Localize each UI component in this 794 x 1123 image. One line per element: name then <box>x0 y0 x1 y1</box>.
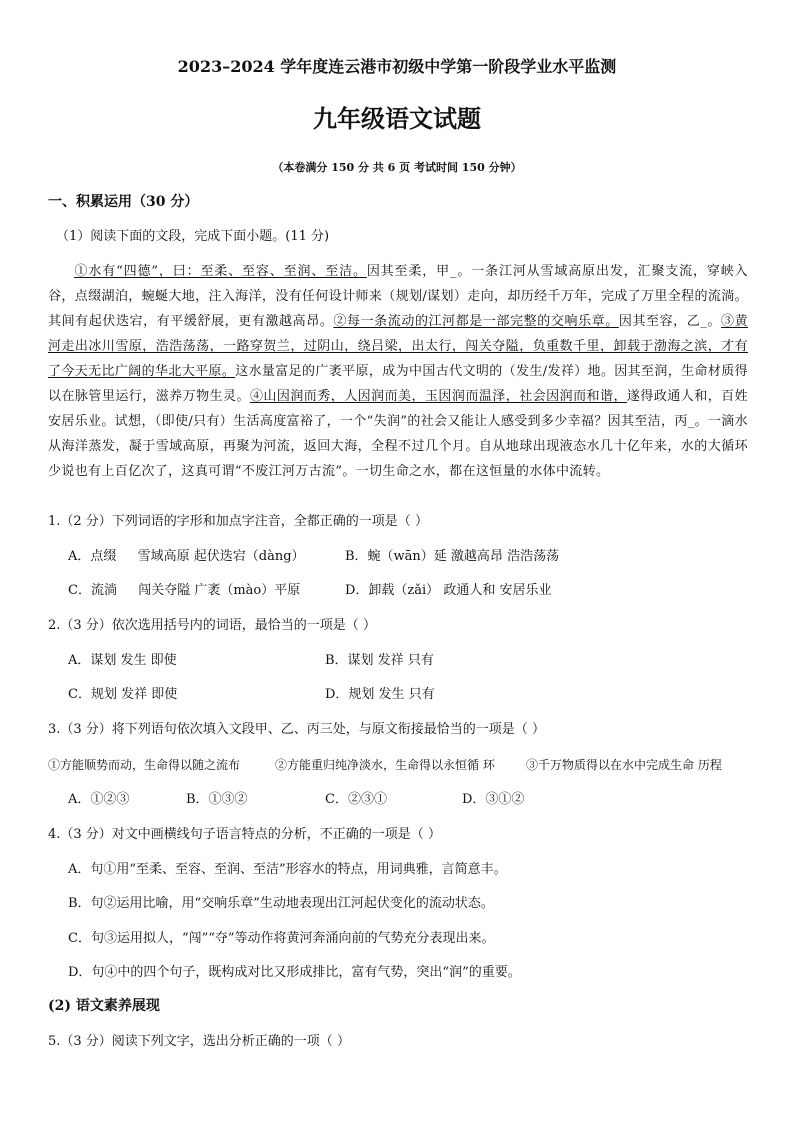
question-2-stem: 2.（3 分）依次选用括号内的词语，最恰当的一项是（ ） <box>48 618 376 633</box>
question-3-option-b[interactable]: B．①③② <box>186 792 248 807</box>
question-1-option-d[interactable]: D．卸载（zǎi） 政通人和 安居乐业 <box>345 583 552 598</box>
question-2-option-c[interactable]: C．规划 发祥 即使 <box>68 687 178 702</box>
question-1-option-c[interactable]: C．流淌 闯关夺隘 广袤（mào）平原 <box>68 583 301 598</box>
question-4-stem: 4.（3 分）对文中画横线句子语言特点的分析，不正确的一项是（ ） <box>48 827 441 842</box>
question-4-option-a[interactable]: A．句①用“至柔、至容、至润、至洁”形容水的特点，用词典雅，言简意丰。 <box>68 862 507 877</box>
question-5-stem: 5.（3 分）阅读下列文字，选出分析正确的一项（ ） <box>48 1034 350 1049</box>
question-1-option-a[interactable]: A．点缀 雪域高原 起伏迭宕（dàng） <box>68 549 305 564</box>
underlined-sentence-1: ①水有“四德”，曰：至柔、至容、至润、至洁。 <box>74 264 367 279</box>
question-3-stem: 3.（3 分）将下列语句依次填入文段甲、乙、丙三处，与原文衔接最恰当的一项是（ ） <box>48 722 545 737</box>
question-2-option-d[interactable]: D．规划 发生 只有 <box>325 687 435 702</box>
question-3-option-a[interactable]: A．①②③ <box>68 792 130 807</box>
question-1-stem: 1.（2 分）下列词语的字形和加点字注音，全都正确的一项是（ ） <box>48 514 428 529</box>
question-3-sentence-2: ②方能重归纯净淡水，生命得以永恒循 环 <box>275 758 495 772</box>
question-4-option-d[interactable]: D．句④中的四个句子，既构成对比又形成排比，富有气势，突出“润”的重要。 <box>68 965 521 980</box>
passage-text: 遂得政通人和，百姓安居乐业。试想，（即使/只有）生活高度富裕了，一个“失润”的社会又能让人感受到多少幸福？因其至洁，丙_。一滴水从海洋蒸发，凝于雪域高原，再聚为河流，返回大海，全程不过几个月。自从地球出现液态水几十亿年来，水的大循环少说也有上百亿次了，这真可谓“不废江河万古流”。一切生命之水，都在这恒量的水体中流转。 <box>48 389 748 479</box>
underlined-sentence-3: ③黄河走出冰川雪原，浩浩荡荡，一路穿贺兰，过阴山，绕吕梁，出太行，闯关夺隘，负重数千里，卸载于渤海之滨，才有了今天无比广阔的华北大平原。 <box>48 314 748 379</box>
question-3-sentence-3: ③千万物质得以在水中完成生命 历程 <box>526 758 722 772</box>
question-3-sentence-1: ①方能顺势而动，生命得以随之流布 <box>48 758 241 772</box>
section-heading: 一、积累运用（30 分） <box>48 194 199 210</box>
exam-title: 2023–2024 学年度连云港市初级中学第一阶段学业水平监测 <box>177 57 617 76</box>
question-4-option-c[interactable]: C．句③运用拟人，“闯”“夺”等动作将黄河奔涌向前的气势充分表现出来。 <box>68 931 495 946</box>
underlined-sentence-2: ②每一条流动的江河都是一部完整的交响乐章。 <box>333 314 619 329</box>
exam-subtitle: 九年级语文试题 <box>313 104 481 133</box>
question-4-option-b[interactable]: B．句②运用比喻，用“交响乐章”生动地表现出江河起伏变化的流动状态。 <box>68 896 494 911</box>
question-2-option-b[interactable]: B．谋划 发祥 只有 <box>325 653 434 668</box>
question-2-option-a[interactable]: A．谋划 发生 即使 <box>68 653 177 668</box>
question-3-option-d[interactable]: D．③①② <box>462 792 525 807</box>
reading-passage <box>48 259 748 484</box>
underlined-sentence-4: ④山因润而秀，人因润而美，玉因润而温泽，社会因润而和谐， <box>249 389 627 404</box>
passage-text: 这水量富足的广袤平原，成为中国古代文明的（发生/发祥）地。因其至润，生命材质得以在脉管里运行，滋养万物生灵。 <box>48 364 748 404</box>
exam-note: （本卷满分 150 分 共 6 页 考试时间 150 分钟） <box>272 161 522 174</box>
question-1-option-b[interactable]: B．蜿（wān）延 激越高昂 浩浩荡荡 <box>345 549 560 564</box>
question-3-option-c[interactable]: C．②③① <box>325 792 387 807</box>
subsection-heading-2: (2) 语文素养展现 <box>48 998 160 1014</box>
passage-text: 因其至柔，甲_。一条江河从雪域高原出发，汇聚支流，穿峡入谷，点缀湖泊，蜿蜒大地，注入海洋，没有任何设计师来（规划/谋划）走向，却历经千万年，完成了万里全程的流淌。其间有起伏迭宕，有平缓舒展，更有激越高昂。 <box>48 264 748 329</box>
passage-text: 因其至容，乙_。 <box>618 314 722 329</box>
subsection-heading: （1）阅读下面的文段，完成下面小题。(11 分) <box>56 229 330 244</box>
